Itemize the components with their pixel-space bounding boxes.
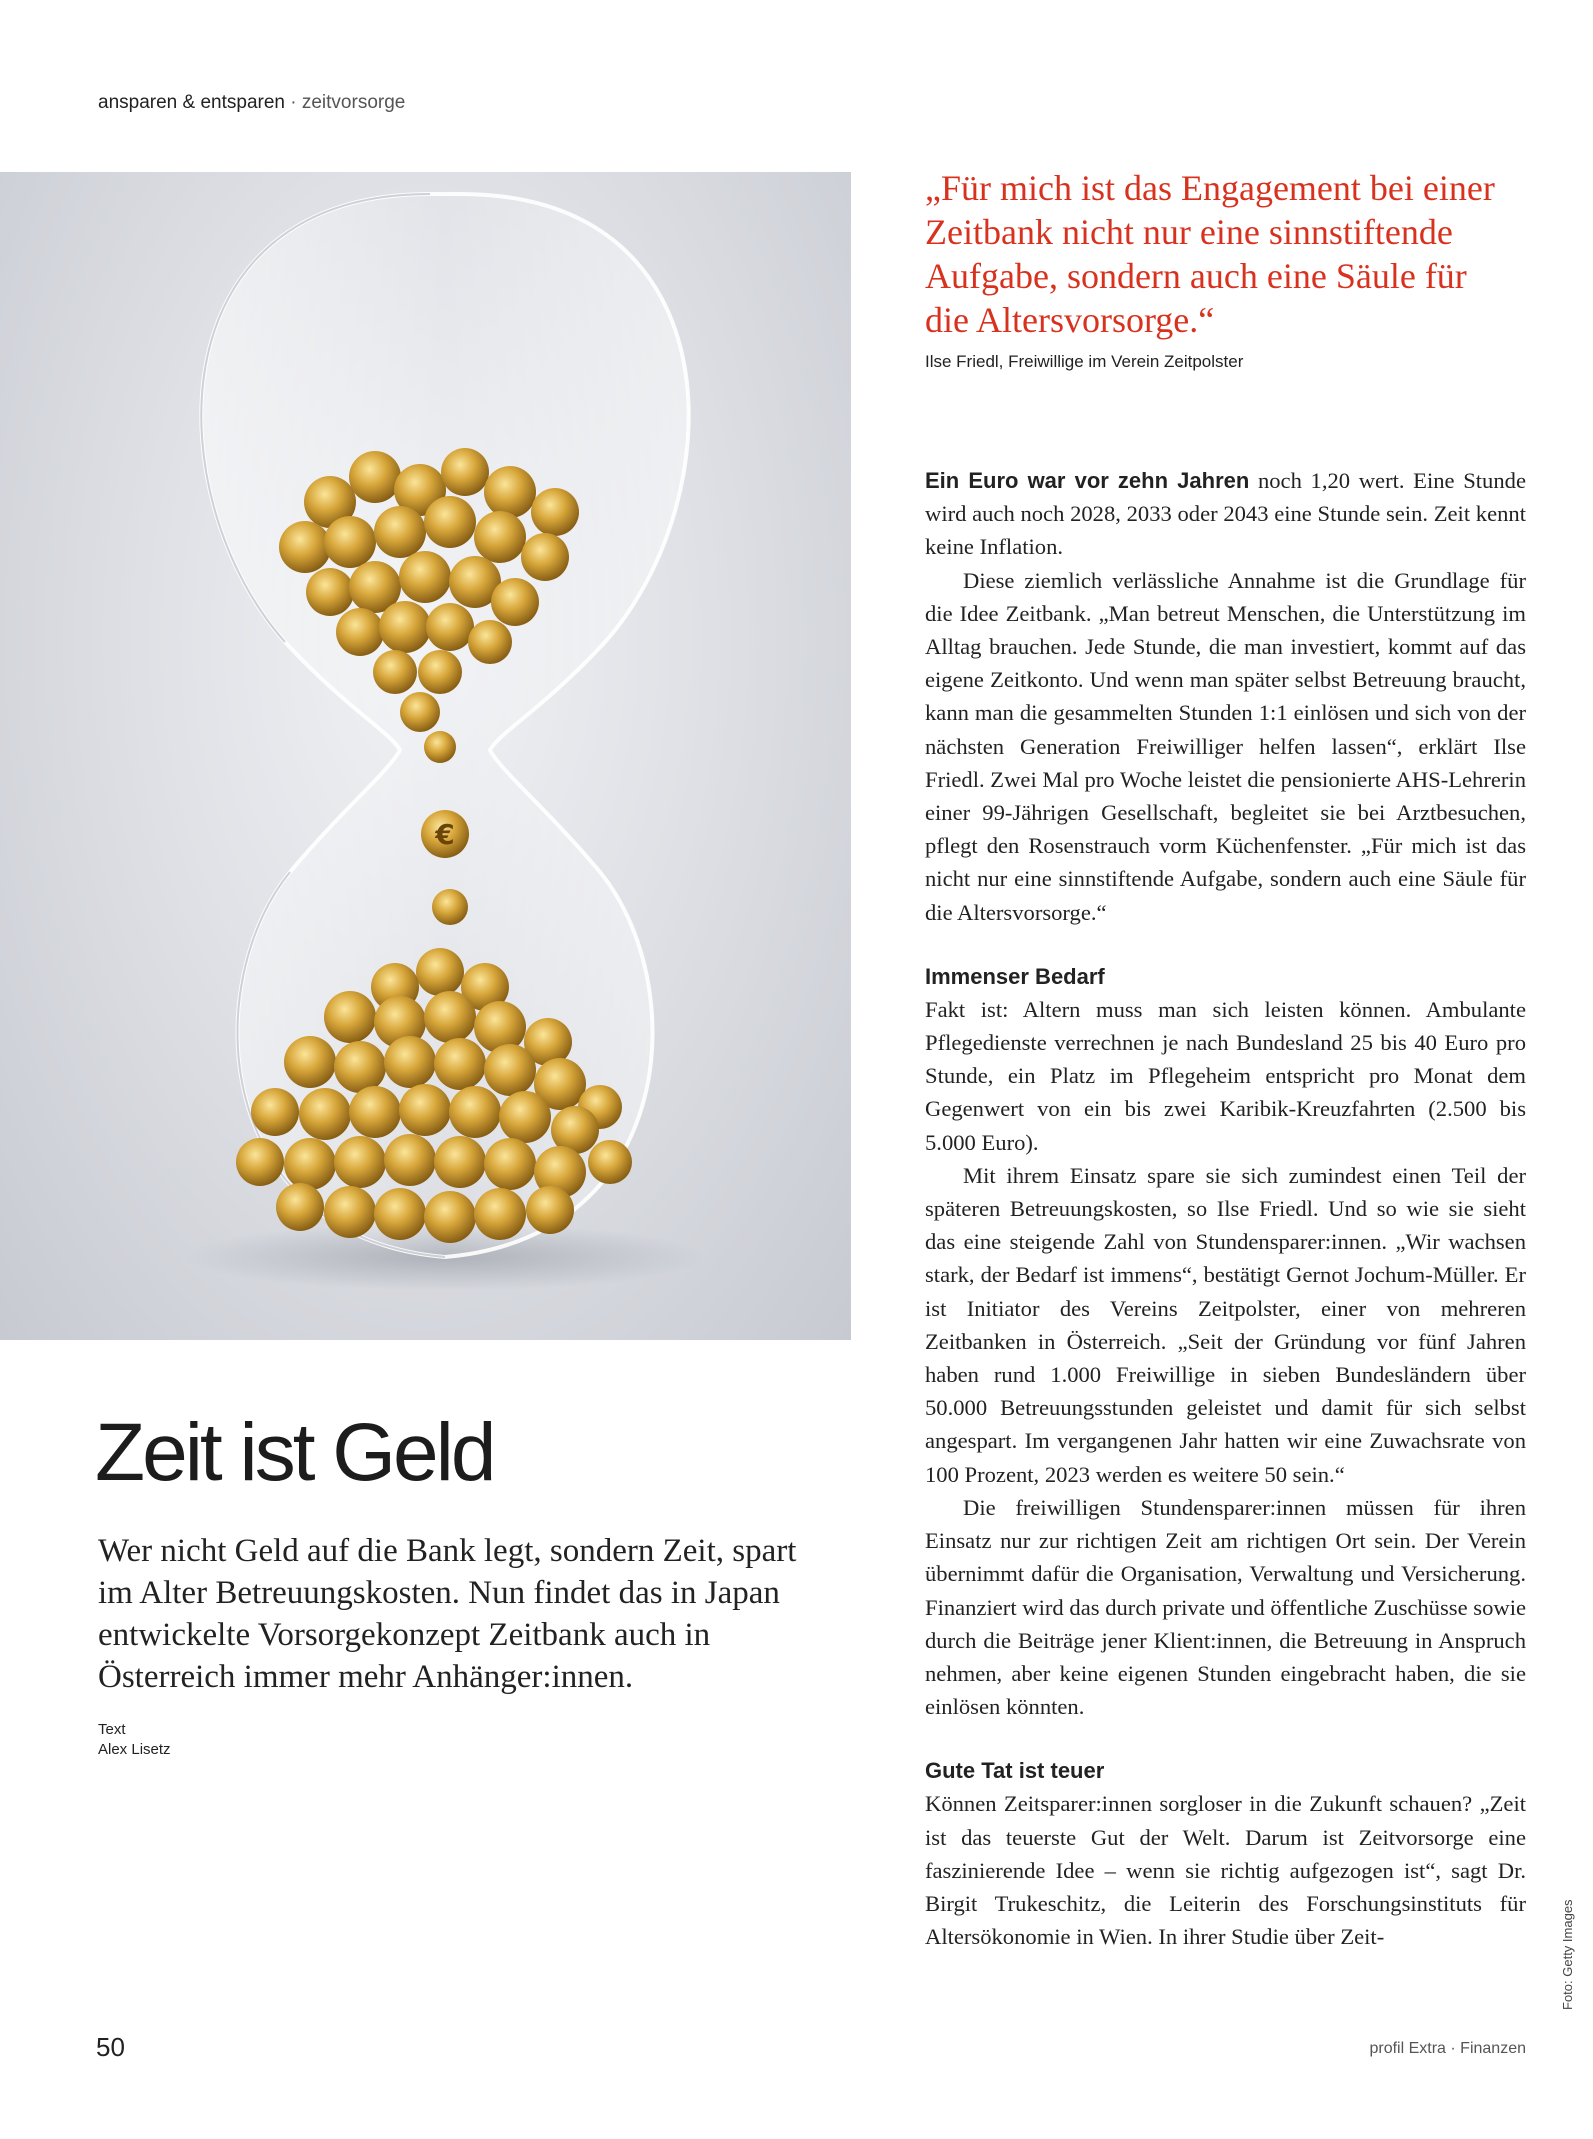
falling-euro-coin-2 xyxy=(432,889,468,925)
photo-credit: Foto: Getty Images xyxy=(1560,1899,1575,2010)
article-dek: Wer nicht Geld auf die Bank legt, sondern Zeit, spart im Alter Betreuungskosten. Nun findet das in Japan entwickelte Vorsorgekonzept Zeitbank auch in Österreich immer mehr Anhänger:innen. xyxy=(98,1533,797,1695)
kicker-section: ansparen & entsparen xyxy=(98,92,285,113)
paragraph-6: Können Zeitsparer:innen sorgloser in die Zukunft schauen? „Zeit ist das teuerste Gut der Welt. Darum ist Zeitvorsorge eine faszinierende Idee – wenn sie richtig aufgezogen ist“, sagt Dr. Birgit Trukeschitz, die Leiterin des Forschungsinstituts für Altersökonomie in Wien. In ihrer Studie über Zeit- xyxy=(925,1791,1526,1950)
hourglass-with-euro-coins-icon xyxy=(0,172,851,1340)
article-headline: Zeit ist Geld xyxy=(95,1407,494,1498)
svg-text:€: € xyxy=(435,818,455,851)
paragraph-2: Diese ziemlich verlässliche Annahme ist die Grundlage für die Idee Zeitbank. „Man betreut Menschen, die Unterstützung im Alltag brauchen. Jede Stunde, die man investiert, kommt auf das eigene Zeitkonto. Und wenn man später selbst Betreuung braucht, kann man die gesammelten Stunden 1:1 einlösen und sich von der nächsten Generation Freiwilliger helfen lassen“, erklärt Ilse Friedl. Zwei Mal pro Woche leistet die pensionierte AHS-Lehrerin einer 99-Jährigen Gesellschaft, begleitet sie bei Arztbesuchen, pflegt den Rosenstrauch vorm Küchenfenster. „Für mich ist das nicht nur eine sinnstiftende Aufgabe, sondern auch eine Säule für die Altersvorsorge.“ xyxy=(925,567,1526,925)
hourglass-photo xyxy=(0,172,851,1340)
publication-footer: profil Extra · Finanzen xyxy=(1369,2040,1526,2057)
subheading-immenser-bedarf: Immenser Bedarf xyxy=(925,963,1105,989)
subheading-gute-tat: Gute Tat ist teuer xyxy=(925,1758,1105,1784)
byline-name: Alex Lisetz xyxy=(98,1741,171,1758)
article-body xyxy=(925,464,1526,1953)
page-number: 50 xyxy=(96,2032,125,2062)
paragraph-1-text: noch 1,20 wert. Eine Stunde wird auch noch 2028, 2033 oder 2043 eine Stunde sein. Zeit kennt keine Inflation. xyxy=(925,468,1526,560)
byline xyxy=(98,1720,171,1760)
byline-label: Text xyxy=(98,1721,126,1738)
paragraph-5: Die freiwilligen Stundensparer:innen müssen für ihren Einsatz nur zur richtigen Zeit am richtigen Ort sein. Der Verein übernimmt dafür die Organisation, Verwaltung und Versicherung. Finanziert wird das durch private und öffentliche Zuschüsse sowie durch die Beiträge jener Klient:innen, die Betreuung in Anspruch nehmen, aber keine eigenen Stunden eingebracht haben, die sie einlösen könnten. xyxy=(925,1494,1526,1720)
paragraph-1 xyxy=(925,464,1526,564)
kicker-subsection: zeitvorsorge xyxy=(301,92,406,113)
pull-quote: „Für mich ist das Engagement bei einer Zeitbank nicht nur eine sinnstiftende Aufgabe, sondern auch eine Säule für die Altersvorsorge.“ xyxy=(925,168,1495,340)
section-kicker xyxy=(98,92,405,114)
kicker-separator: · xyxy=(284,92,302,113)
pull-quote-source: Ilse Friedl, Freiwillige im Verein Zeitpolster xyxy=(925,352,1244,371)
paragraph-4: Mit ihrem Einsatz spare sie sich zumindest einen Teil der späteren Betreuungskosten, so Ilse Friedl. Und so wie sie sieht das eine steigende Zahl von Stundensparer:innen. „Wir wachsen stark, der Bedarf ist immens“, bestätigt Gernot Jochum-Müller. Er ist Initiator des Vereins Zeitpolster, einer von mehreren Zeitbanken in Österreich. „Seit der Gründung vor fünf Jahren haben rund 1.000 Freiwillige in sieben Bundesländern über 50.000 Betreuungsstunden geleistet und damit für sich selbst angespart. Im vergangenen Jahr hatten wir eine Zuwachsrate von 100 Prozent, 2023 werden es weitere 50 sein.“ xyxy=(925,1162,1526,1487)
paragraph-3: Fakt ist: Altern muss man sich leisten können. Ambulante Pflegedienste verrechnen je nach Bundesland 25 bis 40 Euro pro Stunde, ein Platz im Pflegeheim entspricht pro Monat dem Gegenwert von ein bis zwei Karibik-Kreuzfahrten (2.500 bis 5.000 Euro). xyxy=(925,996,1526,1155)
lead-in: Ein Euro war vor zehn Jahren xyxy=(925,468,1250,493)
